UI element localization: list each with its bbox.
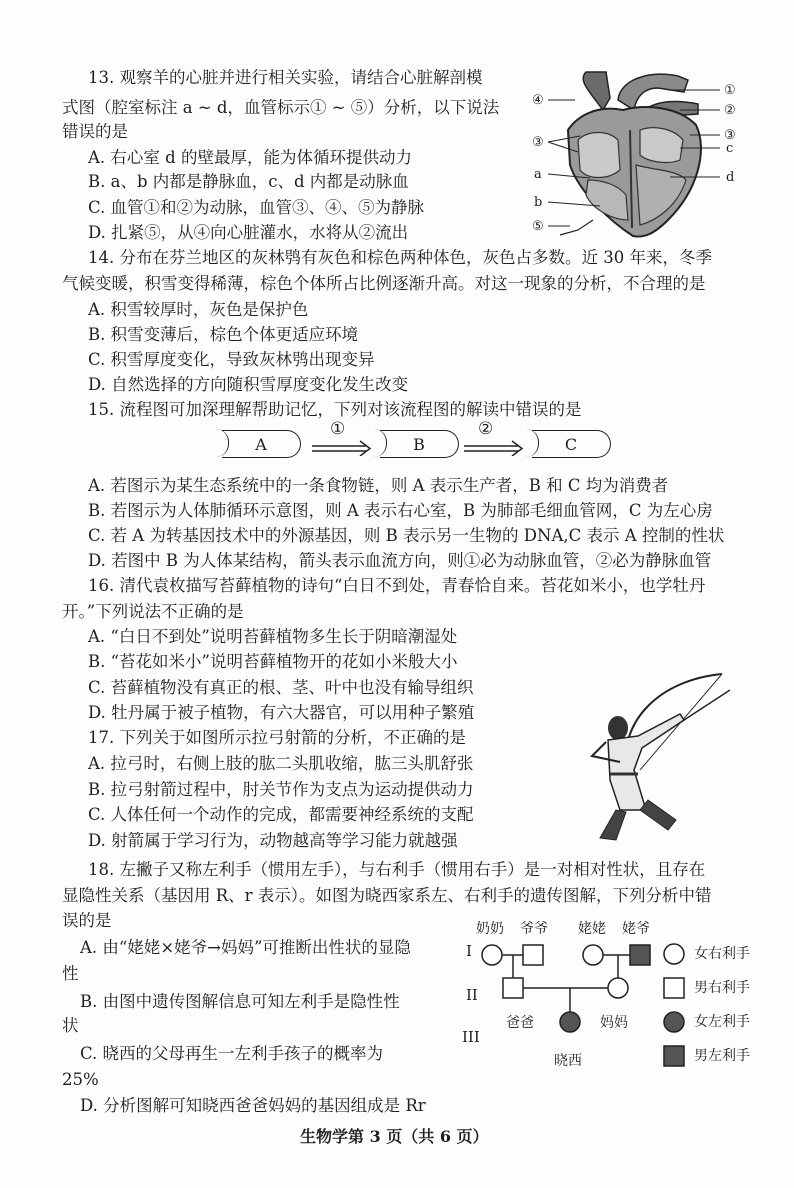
archer-illustration xyxy=(580,670,730,850)
q13-stem-line2: 式图（腔室标注 a ~ d，血管标示① ~ ⑤）分析，以下说法 xyxy=(62,98,500,117)
q15-stem: 15. 流程图可加深理解帮助记忆，下列对该流程图的解读中错误的是 xyxy=(88,400,582,419)
flow-label-2: ② xyxy=(478,419,494,439)
label-mother: 妈妈 xyxy=(600,1015,628,1031)
flow-label-1: ① xyxy=(330,419,346,439)
generation-label-1: I xyxy=(466,942,472,960)
q17-option-b: B. 拉弓射箭过程中，肘关节作为支点为运动提供动力 xyxy=(88,780,474,799)
label-child: 晓西 xyxy=(554,1053,582,1069)
legend-female-left-icon xyxy=(664,1012,684,1032)
q16-stem-line2: 开。”下列说法不正确的是 xyxy=(62,602,244,621)
q18-option-c-line1: C. 晓西的父母再生一左利手孩子的概率为 xyxy=(80,1044,384,1063)
heart-label-a: a xyxy=(534,167,542,182)
heart-label-2: ② xyxy=(724,103,736,118)
q13-stem-line3: 错误的是 xyxy=(62,122,128,141)
q16-option-c: C. 苔藓植物没有真正的根、茎、叶中也没有输导组织 xyxy=(88,678,474,697)
label-father: 爸爸 xyxy=(506,1015,534,1031)
generation-label-3: III xyxy=(462,1028,480,1046)
q18-option-b-line2: 状 xyxy=(62,1016,79,1035)
q17-stem: 17. 下列关于如图所示拉弓射箭的分析，不正确的是 xyxy=(88,728,466,747)
q13-option-d: D. 扎紧⑤，从④向心脏灌水，水将从②流出 xyxy=(88,223,409,242)
heart-label-d: d xyxy=(726,170,735,185)
q16-stem-line1: 16. 清代袁枚描写苔藓植物的诗句“白日不到处，青春恰自来。苔花如米小，也学牡丹 xyxy=(88,576,706,595)
mother-symbol xyxy=(608,978,628,998)
father-symbol xyxy=(503,978,523,998)
heart-label-3-right: ③ xyxy=(724,128,736,143)
q14-option-d: D. 自然选择的方向随积雪厚度变化发生改变 xyxy=(88,375,409,394)
q18-stem-line1: 18. 左撇子又称左利手（惯用左手），与右利手（惯用右手）是一对相对性状，且存在 xyxy=(88,860,706,879)
q18-stem-line2: 显隐性关系（基因用 R、r 表示）。如图为晓西家系左、右利手的遗传图解，下列分析中错 xyxy=(62,886,712,905)
q15-option-b: B. 若图示为人体肺循环示意图，则 A 表示右心室，B 为肺部毛细血管网，C 为左心房 xyxy=(88,501,713,520)
q17-option-a: A. 拉弓时，右侧上肢的肱二头肌收缩，肱三头肌舒张 xyxy=(88,754,474,773)
q16-option-a: A. “白日不到处”说明苔藓植物多生长于阴暗潮湿处 xyxy=(88,627,458,646)
generation-label-2: II xyxy=(466,986,478,1004)
label-grandma-paternal: 奶奶 xyxy=(476,921,504,937)
legend-male-right-icon xyxy=(664,978,684,998)
pedigree-chart xyxy=(470,930,670,1050)
q18-option-c-line2: 25% xyxy=(62,1070,99,1089)
label-grandpa-maternal: 姥爷 xyxy=(622,921,650,937)
q14-option-c: C. 积雪厚度变化，导致灰林鸮出现变异 xyxy=(88,350,375,369)
q13-stem-line1: 13. 观察羊的心脏并进行相关实验，请结合心脏解剖模 xyxy=(88,68,483,87)
heart-label-4: ④ xyxy=(532,93,544,108)
q15-option-d: D. 若图中 B 为人体某结构，箭头表示血流方向，则①必为动脉血管，②必为静脉血管 xyxy=(88,551,712,570)
q13-option-c: C. 血管①和②为动脉，血管③、④、⑤为静脉 xyxy=(88,198,425,217)
legend-male-left-label: 男左利手 xyxy=(694,1048,750,1064)
q14-stem-line2: 气候变暖，积雪变得稀薄，棕色个体所占比例逐渐升高。对这一现象的分析，不合理的是 xyxy=(62,274,706,293)
legend-female-right-label: 女右利手 xyxy=(694,946,750,962)
legend-male-right-label: 男右利手 xyxy=(694,980,750,996)
q18-option-b-line1: B. 由图中遗传图解信息可知左利手是隐性性 xyxy=(80,992,400,1011)
q13-option-b: B. a、b 内都是静脉血，c、d 内都是动脉血 xyxy=(88,172,409,191)
heart-label-1: ① xyxy=(724,83,736,98)
q15-option-c: C. 若 A 为转基因技术中的外源基因，则 B 表示另一生物的 DNA,C 表示 A 控制的性状 xyxy=(88,526,725,545)
heart-label-5: ⑤ xyxy=(532,219,544,234)
child-symbol xyxy=(560,1012,580,1032)
q15-option-a: A. 若图示为某生态系统中的一条食物链，则 A 表示生产者，B 和 C 均为消费者 xyxy=(88,476,669,495)
q14-option-a: A. 积雪较厚时，灰色是保护色 xyxy=(88,300,309,319)
q18-option-a-line2: 性 xyxy=(62,964,79,983)
male-left-handed-symbol xyxy=(630,945,650,965)
q17-option-c: C. 人体任何一个动作的完成，都需要神经系统的支配 xyxy=(88,805,474,824)
q18-option-a-line1: A. 由“姥姥×姥爷→妈妈”可推断出性状的显隐 xyxy=(80,938,411,957)
flow-box-c: C xyxy=(532,430,611,458)
q16-option-d: D. 牡丹属于被子植物，有六大器官，可以用种子繁殖 xyxy=(88,703,475,722)
flow-box-b: B xyxy=(380,430,459,458)
legend-symbols xyxy=(660,940,690,1090)
heart-label-c: c xyxy=(726,141,734,156)
flow-box-a: A xyxy=(222,430,301,458)
q13-option-a: A. 右心室 d 的壁最厚，能为体循环提供动力 xyxy=(88,148,412,167)
male-right-handed-symbol xyxy=(523,945,543,965)
heart-label-b: b xyxy=(534,195,543,210)
legend-female-left-label: 女左利手 xyxy=(694,1014,750,1030)
label-grandma-maternal: 姥姥 xyxy=(578,921,606,937)
legend-male-left-icon xyxy=(664,1046,684,1066)
female-right-handed-symbol xyxy=(583,945,603,965)
legend-female-right-icon xyxy=(664,944,684,964)
q14-stem-line1: 14. 分布在芬兰地区的灰林鸮有灰色和棕色两种体色，灰色占多数。近 30 年来，冬季 xyxy=(88,248,712,267)
label-grandpa-paternal: 爷爷 xyxy=(520,921,548,937)
q18-stem-line3: 误的是 xyxy=(62,911,112,930)
page-footer: 生物学第 3 页（共 6 页） xyxy=(300,1127,489,1146)
flow-arrow-2 xyxy=(462,420,526,456)
q14-option-b: B. 积雪变薄后，棕色个体更适应环境 xyxy=(88,325,359,344)
heart-label-lines xyxy=(530,80,730,230)
q17-option-d: D. 射箭属于学习行为，动物越高等学习能力就越强 xyxy=(88,831,458,850)
q16-option-b: B. “苔花如米小”说明苔藓植物开的花如小米般大小 xyxy=(88,652,458,671)
heart-label-3-left: ③ xyxy=(532,135,544,150)
female-right-handed-symbol xyxy=(482,945,502,965)
q18-option-d: D. 分析图解可知晓西爸爸妈妈的基因组成是 Rr xyxy=(80,1096,426,1115)
